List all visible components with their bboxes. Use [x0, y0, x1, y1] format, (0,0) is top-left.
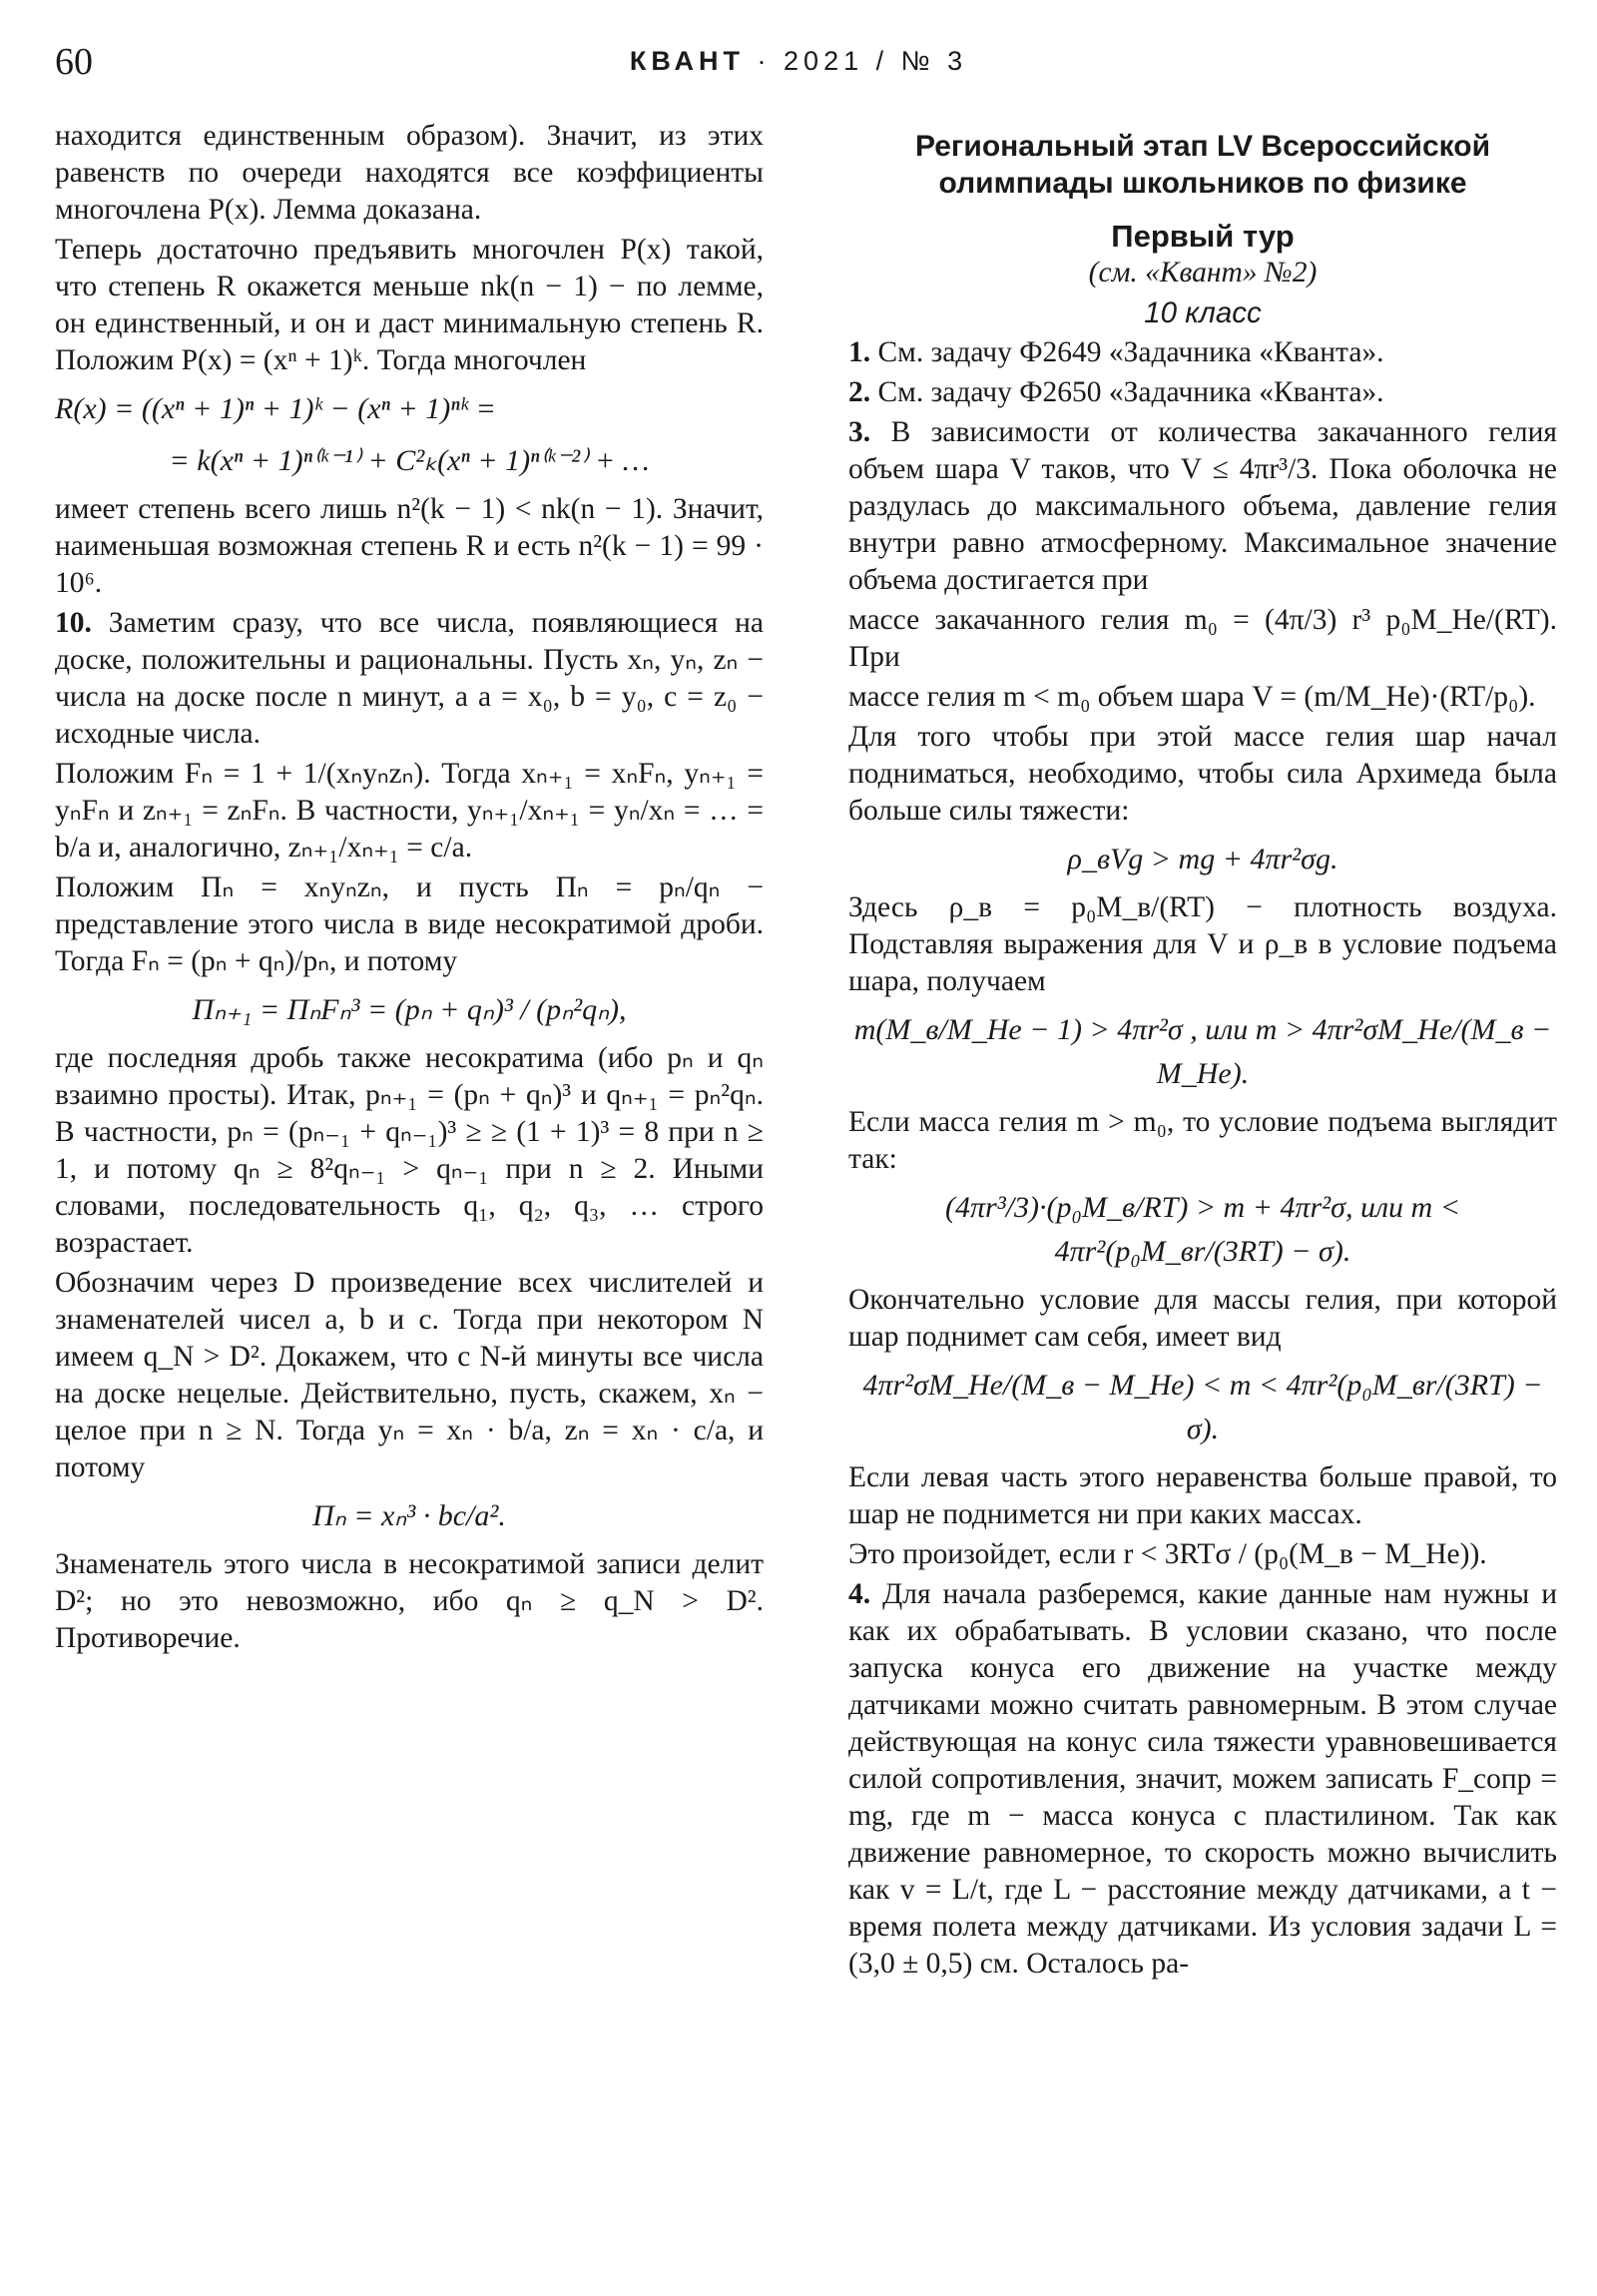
solution-text: См. задачу Ф2649 «Задачника «Кванта». [877, 336, 1384, 368]
paragraph: Теперь достаточно предъявить многочлен P(x) такой, что степень R окажется меньше nk(n − 1) − по лемме, он единственный, и он и даст минимальную степень R. Положим P(x) = (xⁿ + 1)ᵏ. Тогда многочлен [55, 234, 764, 376]
paragraph: находится единственным образом). Значит, из этих равенств по очереди находятся все коэффициенты многочлена P(x). Лемма доказана. [55, 120, 764, 226]
equation: R(x) = ((xⁿ + 1)ⁿ + 1)ᵏ − (xⁿ + 1)ⁿᵏ = [55, 392, 496, 425]
paragraph: Обозначим через D произведение всех числителей и знаменателей чисел a, b и c. Тогда при некотором N имеем q_N > D². Докажем, что с N-й минуты все числа на доске нецелые. Действительно, пусть, скажем, xₙ − целое при n ≥ N. Тогда yₙ = xₙ · b/a, zₙ = xₙ · c/a, и потому [55, 1267, 764, 1483]
paragraph: массе гелия m < m₀ объем шара V = (m/M_He)·(RT/p₀). [848, 681, 1536, 713]
problem-number: 3. [848, 416, 871, 448]
paragraph: Положим Πₙ = xₙyₙzₙ, и пусть Πₙ = pₙ/qₙ − представление этого числа в виде несократимой дроби. Тогда Fₙ = (pₙ + qₙ)/pₙ, и потому [55, 871, 764, 977]
problem-text: Заметим сразу, что все числа, появляющиеся на доске, положительны и рациональны. Пусть xₙ, yₙ, zₙ − числа на доске после n минут, а a = x₀, b = y₀, c = z₀ − исходные числа. [55, 607, 764, 750]
solution-text: Для начала разберемся, какие данные нам нужны и как их обрабатывать. В условии сказано, что после запуска конуса его движение на участке между датчиками можно считать равномерным. В этом случае действующая на конус сила тяжести уравновешивается силой сопротивления, значит, можем записать F_сопр = mg, где m − масса конуса с пластилином. Так как движение равномерное, то скорость можно вычислить как v = L/t, где L − расстояние между датчиками, а t − время полета между датчиками. Из условия задачи L = (3,0 ± 0,5) см. Осталось ра- [848, 1578, 1557, 1980]
paragraph: Положим Fₙ = 1 + 1/(xₙyₙzₙ). Тогда xₙ₊₁ = xₙFₙ, yₙ₊₁ = yₙFₙ и zₙ₊₁ = zₙFₙ. В частности, yₙ₊₁/xₙ₊₁ = yₙ/xₙ = … = b/a и, аналогично, zₙ₊₁/xₙ₊₁ = c/a. [55, 758, 764, 863]
paragraph: Если масса гелия m > m₀, то условие подъема выглядит так: [848, 1106, 1557, 1175]
paragraph: Здесь ρ_в = p₀M_в/(RT) − плотность воздуха. Подставляя выражения для V и ρ_в в условие подъема шара, получаем [848, 891, 1557, 997]
solution-3 [848, 414, 1557, 599]
paragraph: Знаменатель этого числа в несократимой записи делит D²; но это невозможно, ибо qₙ ≥ q_N > D². Противоречие. [55, 1548, 764, 1654]
problem-number: 2. [848, 376, 871, 408]
tour-heading: Первый тур [1111, 219, 1295, 254]
paragraph: Если левая часть этого неравенства больше правой, то шар не поднимется ни при каких массах. [848, 1461, 1557, 1530]
running-head [55, 46, 1542, 77]
reference: (см. «Квант» №2) [1088, 257, 1318, 288]
solution-text: В зависимости от количества закачанного гелия объем шара V таков, что V ≤ 4πr³/3. Пока оболочка не раздулась до максимального объема, давление гелия внутри равно атмосферному. Максимальное значение объема достигается при [848, 416, 1557, 596]
solution-2 [848, 374, 1557, 411]
equation: (4πr³/3)·(p₀M_в/RT) > m + 4πr²σ, или m < 4πr²(p₀M_вr/(3RT) − σ). [945, 1191, 1460, 1268]
page-number: 60 [55, 41, 93, 83]
problem-number: 10. [55, 607, 92, 639]
problem-number: 4. [848, 1578, 871, 1610]
problem-10 [55, 605, 764, 753]
paragraph: Это произойдет, если r < 3RTσ / (p₀(M_в − M_He)). [848, 1538, 1487, 1570]
solution-text: См. задачу Ф2650 «Задачника «Кванта». [877, 376, 1384, 408]
page-header [55, 40, 1542, 90]
equation: Πₙ = xₙ³ · bc/a². [312, 1499, 506, 1532]
magazine-name: КВАНТ [629, 46, 746, 76]
paragraph: массе закачанного гелия m₀ = (4π/3) r³ p₀M_He/(RT). При [848, 604, 1557, 673]
right-column [848, 118, 1557, 1986]
equation: 4πr²σM_He/(M_в − M_He) < m < 4πr²(p₀M_вr/(3RT) − σ). [862, 1369, 1543, 1445]
paragraph: Окончательно условие для массы гелия, при которой шар поднимет сам себя, имеет вид [848, 1284, 1557, 1353]
paragraph: где последняя дробь также несократима (ибо pₙ и qₙ взаимно просты). Итак, pₙ₊₁ = (pₙ + qₙ)³ и qₙ₊₁ = pₙ²qₙ. В частности, pₙ = (pₙ₋₁ + qₙ₋₁)³ ≥ ≥ (1 + 1)³ = 8 при n ≥ 1, и потому qₙ ≥ 8²qₙ₋₁ > qₙ₋₁ при n ≥ 2. Иными словами, последовательность q₁, q₂, q₃, … строго возрастает. [55, 1042, 764, 1259]
equation: Πₙ₊₁ = ΠₙFₙ³ = (pₙ + qₙ)³ / (pₙ²qₙ), [192, 993, 627, 1026]
paragraph: Для того чтобы при этой массе гелия шар начал подниматься, необходимо, чтобы сила Архимеда была больше силы тяжести: [848, 721, 1557, 827]
solution-4 [848, 1576, 1557, 1983]
paragraph: имеет степень всего лишь n²(k − 1) < nk(n − 1). Значит, наименьшая возможная степень R и есть n²(k − 1) = 99 · 10⁶. [55, 493, 764, 599]
equation: = k(xⁿ + 1)ⁿ⁽ᵏ⁻¹⁾ + C²ₖ(xⁿ + 1)ⁿ⁽ᵏ⁻²⁾ + … [169, 444, 650, 477]
equation: ρ_вVg > mg + 4πr²σg. [1067, 843, 1338, 875]
solution-1 [848, 334, 1557, 371]
equation: m(M_в/M_He − 1) > 4πr²σ , или m > 4πr²σM_He/(M_в − M_He). [853, 1013, 1552, 1090]
problem-number: 1. [848, 336, 871, 368]
grade-heading: 10 класс [1144, 296, 1262, 329]
issue-number: · 2021 / № 3 [757, 46, 968, 76]
article-title: Региональный этап LV Всероссийской олимпиады школьников по физике [914, 130, 1491, 200]
left-column [55, 118, 764, 1660]
